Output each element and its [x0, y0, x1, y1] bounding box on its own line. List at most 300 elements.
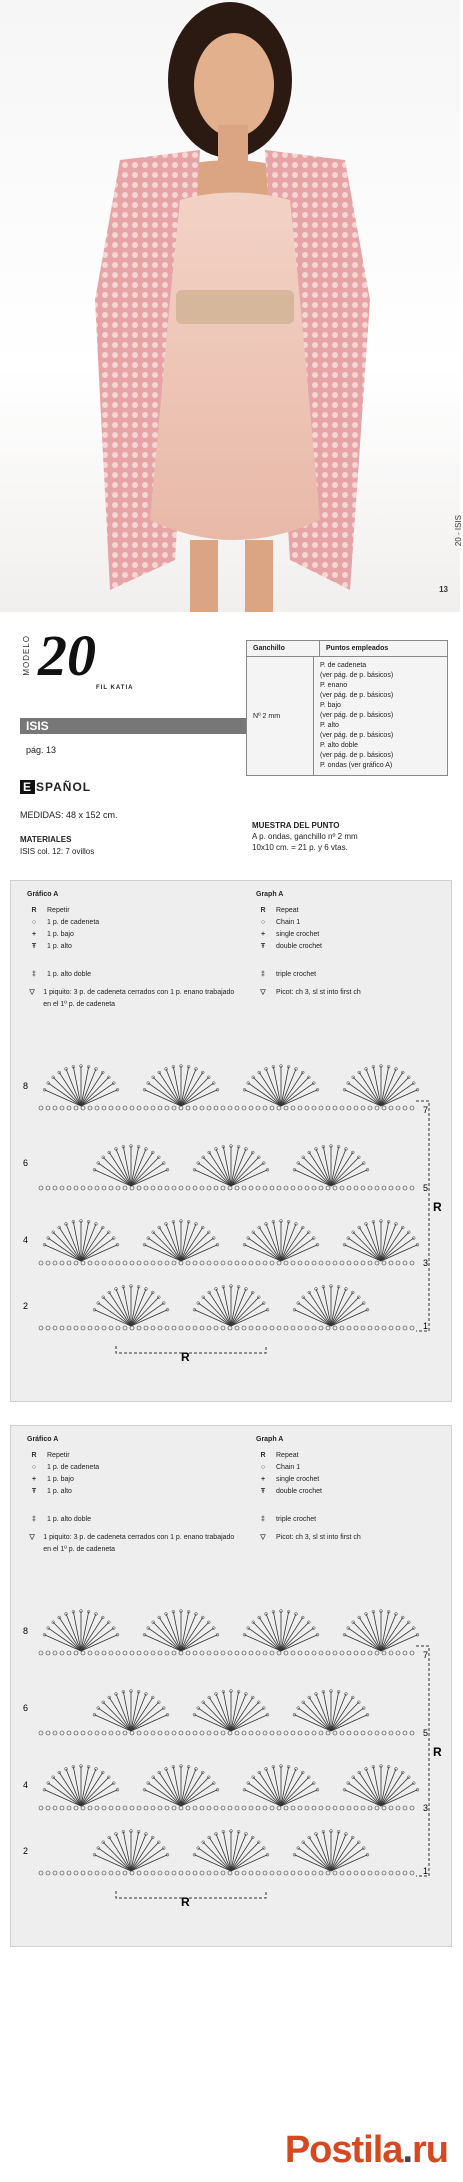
picot-stitch: [47, 1782, 50, 1785]
chain-stitch: [396, 1261, 400, 1265]
picot-stitch: [101, 1771, 104, 1774]
chain-stitch: [333, 1871, 337, 1875]
chain-stitch: [60, 1186, 64, 1190]
chain-stitch: [277, 1326, 281, 1330]
chain-stitch: [228, 1261, 232, 1265]
picot-stitch: [401, 1071, 404, 1074]
stitch-item: P. enano: [320, 682, 348, 689]
stitch-stroke: [253, 1622, 281, 1651]
legend-text: 1 piquito: 3 p. de cadeneta cerrados con 1 p. enano trabajado en el 1º p. de cadeneta: [43, 989, 235, 1008]
chain-stitch: [263, 1806, 267, 1810]
chain-stitch: [235, 1806, 239, 1810]
chain-stitch: [137, 1731, 141, 1735]
chain-stitch: [277, 1186, 281, 1190]
modelo-label: MODELO: [22, 635, 31, 676]
chain-stitch: [291, 1651, 295, 1655]
chain-stitch: [123, 1326, 127, 1330]
chain-stitch: [277, 1106, 281, 1110]
picot-stitch: [247, 1627, 250, 1630]
stitch-item: (ver pág. de p. básicos): [320, 712, 394, 719]
chain-stitch: [375, 1806, 379, 1810]
picot-stitch: [262, 1162, 265, 1165]
chain-stitch: [67, 1806, 71, 1810]
chain-stitch: [46, 1326, 50, 1330]
picot-stitch: [162, 1847, 165, 1850]
chain-stitch: [312, 1261, 316, 1265]
legend-text: Picot: ch 3, sl st into first ch: [276, 1534, 361, 1541]
chain-stitch: [39, 1186, 43, 1190]
chain-stitch: [319, 1261, 323, 1265]
chain-stitch: [53, 1871, 57, 1875]
legend-symbol: R: [260, 1452, 266, 1459]
chain-stitch: [333, 1186, 337, 1190]
chain-stitch: [60, 1871, 64, 1875]
chain-stitch: [277, 1651, 281, 1655]
chain-stitch: [186, 1326, 190, 1330]
chain-stitch: [172, 1651, 176, 1655]
picot-stitch: [47, 1237, 50, 1240]
chain-stitch: [109, 1106, 113, 1110]
chain-stitch: [305, 1871, 309, 1875]
chain-stitch: [228, 1651, 232, 1655]
chain-stitch: [396, 1806, 400, 1810]
picot-stitch: [262, 1847, 265, 1850]
chain-stitch: [179, 1871, 183, 1875]
chain-stitch: [123, 1806, 127, 1810]
legend-row: [27, 905, 237, 917]
chain-stitch: [165, 1651, 169, 1655]
page-reference: pág. 13: [26, 745, 57, 755]
legend-row: [256, 1486, 441, 1498]
chain-stitch: [165, 1731, 169, 1735]
chain-stitch: [256, 1106, 260, 1110]
chain-stitch: [354, 1731, 358, 1735]
chain-stitch: [291, 1731, 295, 1735]
picot-stitch: [162, 1162, 165, 1165]
chain-stitch: [256, 1186, 260, 1190]
stitch-stroke: [331, 1157, 359, 1186]
chain-stitch: [214, 1806, 218, 1810]
chain-stitch: [137, 1106, 141, 1110]
legend-symbol: ○: [260, 1464, 266, 1471]
legend-symbol: ▽: [29, 1534, 35, 1541]
picot-stitch: [362, 1707, 365, 1710]
chain-stitch: [151, 1106, 155, 1110]
stitch-stroke: [153, 1622, 181, 1651]
chain-stitch: [186, 1731, 190, 1735]
picot-stitch: [301, 1771, 304, 1774]
chain-stitch: [221, 1651, 225, 1655]
chain-stitch: [375, 1326, 379, 1330]
chain-stitch: [179, 1806, 183, 1810]
chain-stitch: [151, 1806, 155, 1810]
chain-stitch: [242, 1871, 246, 1875]
picot-stitch: [112, 1782, 115, 1785]
chain-stitch: [88, 1261, 92, 1265]
row-number-left: 6: [23, 1158, 29, 1168]
chain-stitch: [193, 1731, 197, 1735]
stitch-stroke: [353, 1232, 381, 1261]
chain-stitch: [172, 1731, 176, 1735]
chain-stitch: [137, 1261, 141, 1265]
picot-stitch: [58, 1771, 61, 1774]
chain-stitch: [347, 1326, 351, 1330]
row-number-left: 2: [23, 1846, 29, 1856]
chain-stitch: [179, 1651, 183, 1655]
stitch-stroke: [281, 1622, 309, 1651]
picot-stitch: [197, 1707, 200, 1710]
chain-stitch: [144, 1261, 148, 1265]
legend-row: [27, 1462, 237, 1474]
chain-stitch: [200, 1186, 204, 1190]
chain-stitch: [326, 1326, 330, 1330]
chain-stitch: [242, 1186, 246, 1190]
chain-stitch: [214, 1871, 218, 1875]
chain-stitch: [207, 1106, 211, 1110]
picot-stitch: [212, 1082, 215, 1085]
chain-stitch: [277, 1731, 281, 1735]
row-number-right: 7: [423, 1650, 429, 1660]
chain-stitch: [382, 1186, 386, 1190]
legend-symbol: ‡: [261, 971, 265, 978]
chain-stitch: [88, 1871, 92, 1875]
picot-stitch: [58, 1616, 61, 1619]
chain-stitch: [130, 1871, 134, 1875]
chain-stitch: [235, 1326, 239, 1330]
chain-stitch: [312, 1806, 316, 1810]
legend-row: [256, 969, 441, 981]
chain-stitch: [263, 1326, 267, 1330]
chain-stitch: [172, 1326, 176, 1330]
chain-stitch: [312, 1871, 316, 1875]
chain-stitch: [291, 1186, 295, 1190]
chain-stitch: [123, 1186, 127, 1190]
chain-stitch: [403, 1261, 407, 1265]
chain-stitch: [137, 1326, 141, 1330]
chain-stitch: [137, 1186, 141, 1190]
picot-stitch: [101, 1616, 104, 1619]
chain-stitch: [263, 1731, 267, 1735]
picot-stitch: [362, 1847, 365, 1850]
chain-stitch: [249, 1326, 253, 1330]
legend-text: Chain 1: [276, 1464, 301, 1471]
chain-stitch: [172, 1871, 176, 1875]
stitch-stroke: [381, 1777, 409, 1806]
chain-stitch: [172, 1806, 176, 1810]
row-number-right: 3: [423, 1258, 429, 1268]
chain-stitch: [284, 1871, 288, 1875]
chain-stitch: [116, 1326, 120, 1330]
chain-stitch: [410, 1106, 414, 1110]
chain-stitch: [123, 1651, 127, 1655]
chain-stitch: [39, 1806, 43, 1810]
picot-stitch: [112, 1082, 115, 1085]
chain-stitch: [88, 1326, 92, 1330]
chain-stitch: [361, 1261, 365, 1265]
chain-stitch: [354, 1186, 358, 1190]
chain-stitch: [382, 1651, 386, 1655]
chain-stitch: [249, 1871, 253, 1875]
picot-stitch: [358, 1226, 361, 1229]
legend-text: 1 p. alto: [47, 1488, 72, 1495]
chain-stitch: [179, 1326, 183, 1330]
stitch-list: [314, 657, 447, 775]
chain-stitch: [95, 1871, 99, 1875]
legend-title-es: Gráfico A: [27, 891, 59, 898]
picot-stitch: [347, 1627, 350, 1630]
chain-stitch: [256, 1871, 260, 1875]
chain-stitch: [186, 1871, 190, 1875]
chain-stitch: [298, 1871, 302, 1875]
chain-stitch: [333, 1651, 337, 1655]
chain-stitch: [193, 1186, 197, 1190]
chain-stitch: [340, 1261, 344, 1265]
legend-symbol: ▽: [260, 989, 266, 996]
chain-stitch: [221, 1186, 225, 1190]
chain-stitch: [172, 1261, 176, 1265]
stitch-table: [246, 640, 448, 776]
chain-stitch: [39, 1731, 43, 1735]
stitch-stroke: [153, 1232, 181, 1261]
chain-stitch: [109, 1806, 113, 1810]
stitch-item: P. de cadeneta: [320, 662, 367, 669]
chain-stitch: [340, 1106, 344, 1110]
chain-stitch: [172, 1186, 176, 1190]
chain-stitch: [249, 1731, 253, 1735]
stitch-stroke: [353, 1622, 381, 1651]
picot-stitch: [212, 1627, 215, 1630]
picot-stitch: [201, 1226, 204, 1229]
chain-stitch: [389, 1871, 393, 1875]
chain-stitch: [410, 1731, 414, 1735]
picot-stitch: [262, 1707, 265, 1710]
chain-stitch: [81, 1806, 85, 1810]
site-logo[interactable]: [285, 2129, 448, 2172]
chain-stitch: [382, 1261, 386, 1265]
chain-stitch: [284, 1261, 288, 1265]
chain-stitch: [116, 1731, 120, 1735]
chain-stitch: [396, 1106, 400, 1110]
picot-stitch: [301, 1616, 304, 1619]
chain-stitch: [151, 1651, 155, 1655]
gauge-line-2: 10x10 cm. = 21 p. y 6 vtas.: [252, 843, 348, 852]
picot-stitch: [258, 1071, 261, 1074]
chain-stitch: [207, 1731, 211, 1735]
chain-stitch: [249, 1651, 253, 1655]
chain-stitch: [298, 1651, 302, 1655]
chain-stitch: [88, 1806, 92, 1810]
legend-symbol: ▽: [29, 989, 35, 996]
chain-stitch: [305, 1731, 309, 1735]
chain-stitch: [200, 1651, 204, 1655]
chain-stitch: [102, 1326, 106, 1330]
chain-stitch: [88, 1106, 92, 1110]
legend-text: Repeat: [276, 1452, 299, 1459]
chain-stitch: [284, 1806, 288, 1810]
stitch-stroke: [381, 1232, 409, 1261]
chain-stitch: [389, 1186, 393, 1190]
chain-stitch: [284, 1106, 288, 1110]
chain-stitch: [298, 1806, 302, 1810]
row-number-right: 3: [423, 1803, 429, 1813]
chain-stitch: [109, 1326, 113, 1330]
stitch-stroke: [203, 1842, 231, 1871]
chain-stitch: [207, 1186, 211, 1190]
chain-stitch: [242, 1731, 246, 1735]
chain-stitch: [95, 1326, 99, 1330]
stitch-stroke: [131, 1297, 159, 1326]
row-number-right: 5: [423, 1728, 429, 1738]
chain-stitch: [214, 1186, 218, 1190]
legend-row: [256, 1532, 441, 1544]
chain-stitch: [347, 1871, 351, 1875]
picot-stitch: [97, 1707, 100, 1710]
chain-stitch: [403, 1871, 407, 1875]
chain-stitch: [305, 1106, 309, 1110]
legend-row: [27, 1486, 237, 1498]
chain-stitch: [368, 1186, 372, 1190]
chain-stitch: [319, 1326, 323, 1330]
chain-stitch: [389, 1326, 393, 1330]
stitch-stroke: [331, 1702, 359, 1731]
chain-stitch: [319, 1806, 323, 1810]
picot-stitch: [251, 1836, 254, 1839]
chain-stitch: [95, 1186, 99, 1190]
chain-stitch: [74, 1106, 78, 1110]
chain-stitch: [179, 1186, 183, 1190]
legend-text: double crochet: [276, 1488, 322, 1495]
chain-stitch: [326, 1186, 330, 1190]
chain-stitch: [130, 1651, 134, 1655]
legend-spanish: [27, 889, 237, 1011]
picot-stitch: [401, 1616, 404, 1619]
chain-stitch: [186, 1806, 190, 1810]
language-heading: [20, 780, 91, 794]
legend-title-es: Gráfico A: [27, 1436, 59, 1443]
chain-stitch: [389, 1806, 393, 1810]
legend-text: 1 p. de cadeneta: [47, 919, 100, 926]
repeat-label-bottom: R: [181, 1895, 190, 1909]
stitch-stroke: [53, 1077, 81, 1106]
chain-stitch: [81, 1186, 85, 1190]
chain-stitch: [410, 1186, 414, 1190]
chain-stitch: [284, 1326, 288, 1330]
chain-stitch: [144, 1871, 148, 1875]
chain-stitch: [340, 1651, 344, 1655]
chain-stitch: [340, 1326, 344, 1330]
picot-stitch: [358, 1071, 361, 1074]
picot-stitch: [158, 1071, 161, 1074]
chain-stitch: [221, 1326, 225, 1330]
stitch-stroke: [331, 1842, 359, 1871]
chain-stitch: [60, 1106, 64, 1110]
crochet-stitch-diagram: [21, 1031, 441, 1371]
picot-stitch: [351, 1151, 354, 1154]
chain-stitch: [228, 1186, 232, 1190]
chain-stitch: [165, 1261, 169, 1265]
row-number-left: 6: [23, 1703, 29, 1713]
chain-stitch: [270, 1731, 274, 1735]
picot-stitch: [301, 1226, 304, 1229]
chain-stitch: [102, 1731, 106, 1735]
picot-stitch: [197, 1847, 200, 1850]
chain-stitch: [235, 1871, 239, 1875]
chain-stitch: [221, 1261, 225, 1265]
hook-size: Nº 2 mm: [247, 657, 314, 775]
picot-stitch: [197, 1162, 200, 1165]
chain-stitch: [116, 1806, 120, 1810]
chain-stitch: [347, 1806, 351, 1810]
stitch-stroke: [203, 1297, 231, 1326]
chain-stitch: [284, 1731, 288, 1735]
chain-stitch: [249, 1806, 253, 1810]
legend-row: [27, 929, 237, 941]
col-stitches: Puntos empleados: [326, 645, 389, 652]
stitch-stroke: [81, 1232, 109, 1261]
chain-stitch: [137, 1871, 141, 1875]
chain-stitch: [235, 1106, 239, 1110]
chain-stitch: [368, 1806, 372, 1810]
stitch-stroke: [253, 1077, 281, 1106]
legend-row: [27, 941, 237, 953]
chain-stitch: [326, 1106, 330, 1110]
chain-stitch: [74, 1326, 78, 1330]
chain-stitch: [326, 1261, 330, 1265]
chain-stitch: [200, 1806, 204, 1810]
chain-stitch: [81, 1731, 85, 1735]
picot-stitch: [351, 1836, 354, 1839]
chain-stitch: [326, 1651, 330, 1655]
chain-stitch: [53, 1731, 57, 1735]
chain-stitch: [60, 1731, 64, 1735]
picot-stitch: [58, 1071, 61, 1074]
repeat-label-side: R: [433, 1745, 442, 1759]
picot-stitch: [347, 1237, 350, 1240]
legend-symbol: Ŧ: [260, 943, 266, 950]
chain-stitch: [53, 1186, 57, 1190]
legend-english: [256, 889, 441, 999]
row-number-left: 4: [23, 1235, 29, 1245]
legend-text: triple crochet: [276, 971, 317, 978]
chain-stitch: [361, 1106, 365, 1110]
chain-stitch: [319, 1871, 323, 1875]
row-number-right: 1: [423, 1866, 429, 1876]
chain-stitch: [256, 1326, 260, 1330]
legend-row: [256, 1474, 441, 1486]
chain-stitch: [102, 1186, 106, 1190]
chain-stitch: [333, 1806, 337, 1810]
stitch-stroke: [81, 1777, 109, 1806]
chain-stitch: [277, 1806, 281, 1810]
legend-row: [256, 1462, 441, 1474]
chain-stitch: [186, 1106, 190, 1110]
legend-text: 1 p. de cadeneta: [47, 1464, 100, 1471]
chain-stitch: [410, 1261, 414, 1265]
picot-stitch: [212, 1237, 215, 1240]
legend-symbol: +: [260, 1476, 266, 1483]
stitch-stroke: [231, 1297, 259, 1326]
chain-stitch: [270, 1651, 274, 1655]
chain-stitch: [382, 1106, 386, 1110]
chain-stitch: [333, 1261, 337, 1265]
gauge-line-1: A p. ondas, ganchillo nº 2 mm: [252, 832, 358, 841]
stitch-table-header: [247, 641, 447, 657]
chain-stitch: [305, 1261, 309, 1265]
stitch-stroke: [303, 1702, 331, 1731]
row-number-right: 1: [423, 1321, 429, 1331]
chain-stitch: [102, 1651, 106, 1655]
chain-stitch: [221, 1106, 225, 1110]
